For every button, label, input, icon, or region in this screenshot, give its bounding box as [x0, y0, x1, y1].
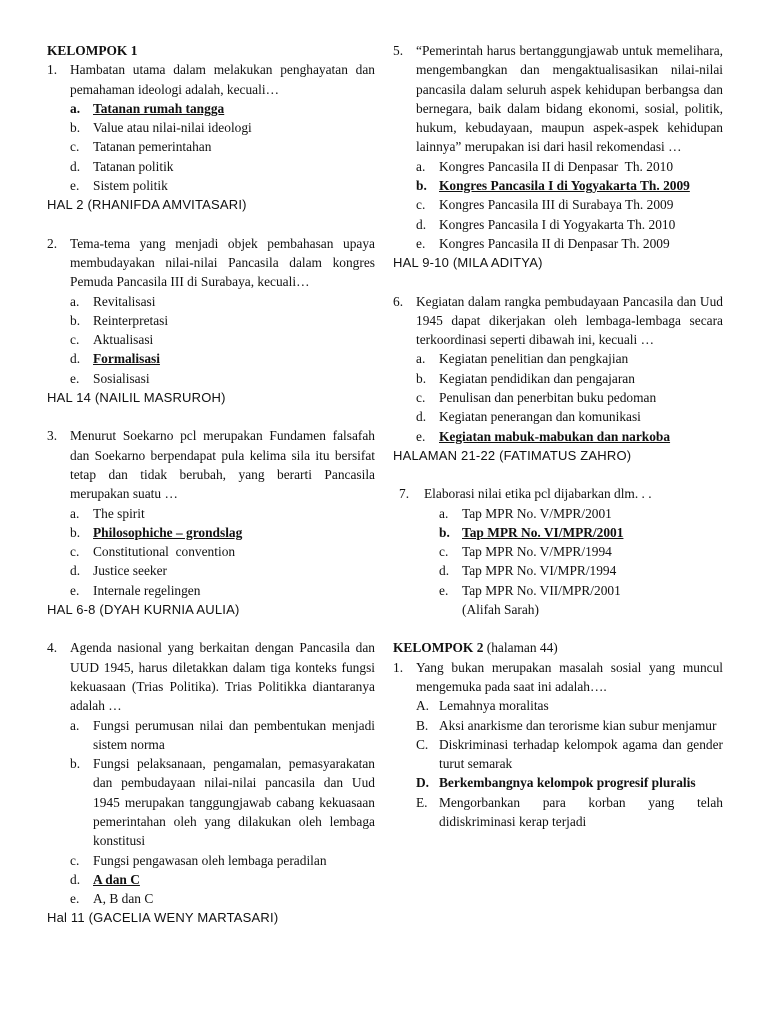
option-c: C. Diskriminasi terhadap kelompok agama dan gender turut semarak	[416, 736, 723, 772]
option-b: b. Fungsi pelaksanaan, pengamalan, pemasyarakatan dan pembudayaan nilai-nilai pancasila dan Uud 1945 merupakan tanggungjawab cabang kekuasaan pemerintahan oleh yang dilakukan oleh lembaga konstitusi	[70, 756, 375, 849]
option-e: E. Mengorbankan para korban yang telah didiskriminasi kerap terjadi	[416, 794, 723, 829]
question-5	[393, 41, 723, 253]
group-2-subtitle: (halaman 44)	[486, 640, 558, 656]
source-note: HALAMAN 21-22 (FATIMATUS ZAHRO)	[393, 447, 632, 463]
option-list	[70, 716, 375, 909]
question-number: 6.	[393, 293, 404, 309]
option-c: c. Kongres Pancasila III di Surabaya Th. 2009	[416, 197, 674, 213]
option-d: d. Tap MPR No. VI/MPR/1994	[439, 563, 617, 579]
option-e: e. Sistem politik	[70, 178, 168, 194]
option-e: e. Sosialisasi	[70, 370, 150, 386]
option-e: e. Kongres Pancasila II di Denpasar Th. 2009	[416, 235, 670, 251]
option-e: e. Tap MPR No. VII/MPR/2001	[439, 582, 621, 598]
question-4	[47, 638, 375, 908]
option-a: a. The spirit	[70, 505, 145, 521]
option-d: d. Kegiatan penerangan dan komunikasi	[416, 409, 641, 425]
question-text: Yang bukan merupakan masalah sosial yang muncul mengemuka pada saat ini adalah….	[416, 659, 723, 694]
question-number: 1.	[47, 62, 58, 78]
option-d-correct: d. A dan C	[70, 871, 140, 887]
question-7	[393, 484, 723, 619]
option-d: d. Tatanan politik	[70, 158, 174, 174]
question-number: 2.	[47, 235, 58, 251]
option-b: b. Value atau nilai-nilai ideologi	[70, 120, 252, 136]
option-d: d. Justice seeker	[70, 563, 167, 579]
option-c: c. Constitutional convention	[70, 544, 236, 560]
question-1	[47, 60, 375, 195]
question-number: 4.	[47, 640, 58, 656]
question-text: Hambatan utama dalam melakukan penghayatan dan pemahaman ideologi adalah, kecuali…	[70, 62, 375, 97]
source-note: HAL 2 (RHANIFDA AMVITASARI)	[47, 197, 247, 213]
option-c: c. Tap MPR No. V/MPR/1994	[439, 544, 612, 560]
option-list	[70, 504, 375, 600]
source-note: HAL 6-8 (DYAH KURNIA AULIA)	[47, 602, 240, 618]
option-d-correct: D. Berkembangnya kelompok progresif pluralis	[416, 775, 696, 791]
option-b: B. Aksi anarkisme dan terorisme kian subur menjamur	[416, 717, 717, 733]
option-list	[416, 504, 723, 620]
group-2-question-1	[393, 658, 723, 832]
option-b: b. Reinterpretasi	[70, 312, 169, 328]
question-text: Tema-tema yang menjadi objek pembahasan upaya membudayakan nilai-nilai Pancasila dalam kongres Pemuda Pancasila III di Surabaya, kecuali…	[70, 235, 375, 290]
source-note: Hal 11 (GACELIA WENY MARTASARI)	[47, 910, 279, 926]
option-c: c. Tatanan pemerintahan	[70, 139, 212, 155]
question-number: 3.	[47, 428, 58, 444]
option-list	[416, 696, 723, 831]
group-1-title: KELOMPOK 1	[47, 43, 138, 58]
question-text: Menurut Soekarno pcl merupakan Fundamen falsafah dan Soekarno berpendapat pula kelima sila itu bersifat tetap dan tidak berubah, yang berarti Pancasila merupakan suatu …	[70, 428, 375, 502]
question-text: Agenda nasional yang berkaitan dengan Pancasila dan UUD 1945, harus diletakkan dalam tiga konteks fungsi kekuasaan (Trias Politika). Trias Politikka diantaranya adalah …	[70, 640, 375, 714]
option-a: a. Kongres Pancasila II di Denpasar Th. 2010	[416, 158, 674, 174]
option-b-correct: b. Tap MPR No. VI/MPR/2001	[439, 524, 624, 540]
option-a: a. Tap MPR No. V/MPR/2001	[439, 505, 612, 521]
option-a: A. Lemahnya moralitas	[416, 698, 549, 714]
option-b-correct: b. Philosophiche – grondslag	[70, 524, 243, 540]
group-2-title: KELOMPOK 2 (halaman 44)	[393, 640, 558, 656]
question-number: 1.	[393, 659, 404, 675]
source-note: HAL 9-10 (MILA ADITYA)	[393, 255, 543, 271]
question-text: “Pemerintah harus bertanggungjawab untuk memelihara, mengembangkan dan mengaktualisasikan nilai-nilai pancasila dalam seluruh aspek kehidupan berbangsa dan bernegara, baik dalam bidang ekonomi, sosial, politik, hukum, kebudayaan, maupun aspek-aspek kehidupan lainnya” merupakan isi dari hasil rekomendasi …	[416, 43, 723, 155]
question-number: 5.	[393, 43, 404, 58]
question-number: 7.	[399, 486, 410, 502]
option-b-correct: b. Kongres Pancasila I di Yogyakarta Th. 2009	[416, 178, 690, 194]
option-d-correct: d. Formalisasi	[70, 351, 160, 367]
option-c: c. Fungsi pengawasan oleh lembaga peradilan	[70, 852, 327, 868]
right-column	[393, 41, 723, 831]
option-b: b. Kegiatan pendidikan dan pengajaran	[416, 370, 635, 386]
question-6	[393, 292, 723, 446]
author-note: (Alifah Sarah)	[462, 602, 539, 618]
option-a-correct: a. Tatanan rumah tangga	[70, 100, 225, 116]
option-c: c. Penulisan dan penerbitan buku pedoman	[416, 390, 657, 406]
question-3	[47, 426, 375, 600]
left-column	[47, 41, 375, 928]
question-2	[47, 234, 375, 388]
option-c: c. Aktualisasi	[70, 332, 154, 348]
option-list	[70, 292, 375, 388]
option-list	[416, 157, 723, 253]
source-note: HAL 14 (NAILIL MASRUROH)	[47, 390, 226, 406]
question-text: Elaborasi nilai etika pcl dijabarkan dlm. . .	[424, 486, 652, 502]
option-a: a. Revitalisasi	[70, 293, 156, 309]
option-e: e. A, B dan C	[70, 891, 154, 907]
option-a: a. Fungsi perumusan nilai dan pembentukan menjadi sistem norma	[70, 717, 375, 752]
question-text: Kegiatan dalam rangka pembudayaan Pancasila dan Uud 1945 dapat dikerjakan oleh lembaga-lembaga secara terkoordinasi seperti dibawah ini, kecuali …	[416, 293, 723, 348]
option-e-correct: e. Kegiatan mabuk-mabukan dan narkoba	[416, 428, 671, 444]
option-list	[70, 99, 375, 195]
option-e: e. Internale regelingen	[70, 582, 201, 598]
option-list	[416, 349, 723, 445]
option-d: d. Kongres Pancasila I di Yogyakarta Th. 2010	[416, 216, 676, 232]
option-a: a. Kegiatan penelitian dan pengkajian	[416, 351, 629, 367]
